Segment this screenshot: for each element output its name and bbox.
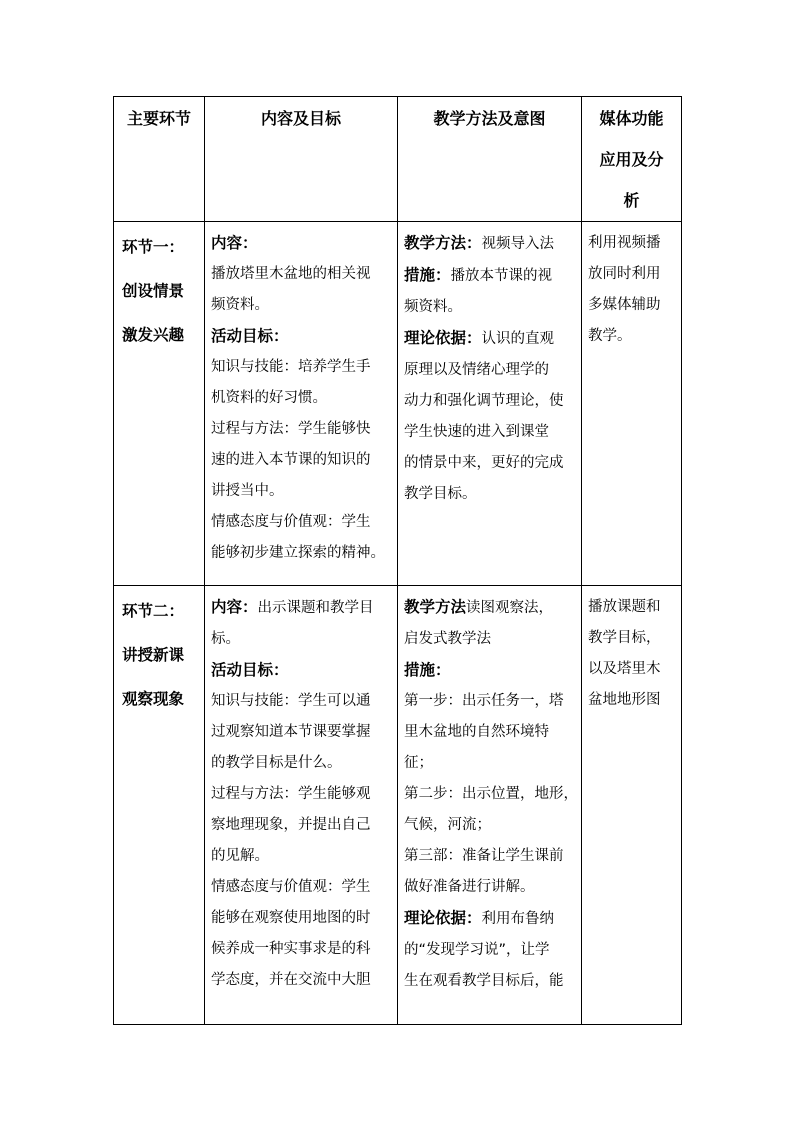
header-method: 教学方法及意图 bbox=[398, 97, 582, 222]
table-row bbox=[114, 586, 682, 1025]
stage-cell: 环节二： 讲授新课 观察现象 bbox=[114, 586, 205, 1025]
content-cell: 内容： 播放塔里木盆地的相关视 频资料。 活动目标： 知识与技能：培养学生手 机资料的好习惯。 过程与方法：学生能够快 速的进入本节课的知识的 讲授当中。 情感态度与价值观：学生 能够初步建立探索的精神。 bbox=[205, 222, 398, 586]
header-content: 内容及目标 bbox=[205, 97, 398, 222]
table-row bbox=[114, 222, 682, 586]
media-cell: 利用视频播 放同时利用 多媒体辅助 教学。 bbox=[582, 222, 682, 586]
header-stage: 主要环节 bbox=[114, 97, 205, 222]
header-media: 媒体功能 应用及分 析 bbox=[582, 97, 682, 222]
table-header-row bbox=[114, 97, 682, 222]
stage-cell: 环节一： 创设情景 激发兴趣 bbox=[114, 222, 205, 586]
content-cell: 内容：出示课题和教学目 标。 活动目标： 知识与技能：学生可以通 过观察知道本节课要掌握 的教学目标是什么。 过程与方法：学生能够观 察地理现象，并提出自己 的见解。 情感态度与价值观：学生 能够在观察使用地图的时 候养成一种实事求是的科 学态度，并在交流中大胆 bbox=[205, 586, 398, 1025]
media-cell: 播放课题和 教学目标， 以及塔里木 盆地地形图 bbox=[582, 586, 682, 1025]
lesson-plan-table bbox=[113, 96, 682, 1025]
method-cell: 教学方法：视频导入法 措施：播放本节课的视 频资料。 理论依据：认识的直观 原理以及情绪心理学的 动力和强化调节理论，使 学生快速的进入到课堂 的情景中来，更好的完成 教学目标。 bbox=[398, 222, 582, 586]
method-cell: 教学方法读图观察法， 启发式教学法 措施： 第一步：出示任务一，塔 里木盆地的自然环境特 征； 第二步：出示位置，地形， 气候，河流； 第三部：准备让学生课前 做好准备进行讲解。 理论依据：利用布鲁纳 的“发现学习说”，让学 生在观看教学目标后，能 bbox=[398, 586, 582, 1025]
